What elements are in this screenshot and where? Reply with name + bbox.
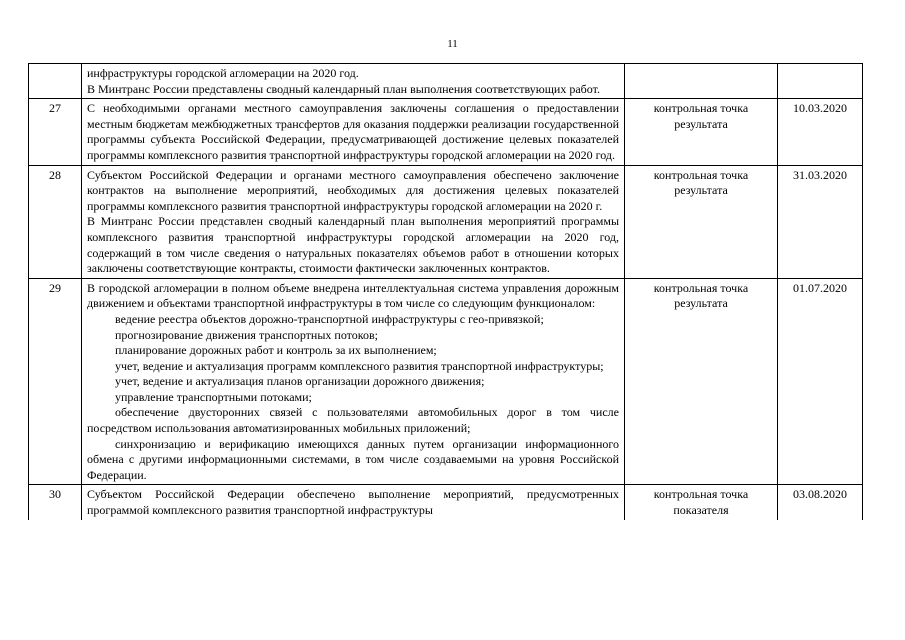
table-row xyxy=(29,64,863,99)
description-paragraph: синхронизацию и верификацию имеющихся данных путем организации информационного обмена с другими информационными системами, в том числе создаваемыми на уровня Российской Федерации. xyxy=(87,436,619,482)
description-paragraph: прогнозирование движения транспортных потоков; xyxy=(115,327,378,342)
table-row xyxy=(29,485,863,520)
control-points-table xyxy=(28,63,863,520)
description-paragraph: Субъектом Российской Федерации и органами местного самоуправления обеспечено заключение контрактов на выполнение мероприятий, необходимых для достижения целевых показателей программы комплексного развития транспортной инфраструктуры городской агломерации на 2020 г. xyxy=(87,167,619,213)
description-paragraph: управление транспортными потоками; xyxy=(115,389,312,404)
row-description xyxy=(82,165,625,278)
row-number: 27 xyxy=(29,99,82,165)
description-paragraph: обеспечение двусторонних связей с пользователями автомобильных дорог в том числе посредством использования автоматизированных мобильных приложений; xyxy=(87,405,619,436)
description-paragraph: ведение реестра объектов дорожно-транспортной инфраструктуры с гео-привязкой; xyxy=(115,311,544,326)
control-point-date: 01.07.2020 xyxy=(778,278,863,485)
row-description xyxy=(82,64,625,99)
description-paragraph: планирование дорожных работ и контроль за их выполнением; xyxy=(115,343,437,358)
description-paragraph: инфраструктуры городской агломерации на 2020 год. xyxy=(87,66,359,80)
description-paragraph: С необходимыми органами местного самоуправления заключены соглашения о предоставлении местным бюджетам межбюджетных трансфертов для оказания поддержки реализации государственной программы субъекта Российской Федерации, предусматривающей достижение целевых показателей программы комплексного развития транспортной инфраструктуры городской агломерации на 2020 год. xyxy=(87,101,619,162)
table-body xyxy=(29,64,863,520)
row-number xyxy=(29,64,82,99)
control-point-type: контрольная точка результата xyxy=(625,99,778,165)
description-paragraph: учет, ведение и актуализация программ комплексного развития транспортной инфраструктуры; xyxy=(115,358,604,373)
control-point-date: 03.08.2020 xyxy=(778,485,863,520)
row-description xyxy=(82,485,625,520)
row-number: 30 xyxy=(29,485,82,520)
description-paragraph: Субъектом Российской Федерации обеспечено выполнение мероприятий, предусмотренных программой комплексного развития транспортной инфраструктуры xyxy=(87,487,619,518)
table-row xyxy=(29,278,863,485)
table-row xyxy=(29,99,863,165)
control-point-type: контрольная точка результата xyxy=(625,278,778,485)
row-number: 28 xyxy=(29,165,82,278)
control-point-date: 10.03.2020 xyxy=(778,99,863,165)
control-point-type: контрольная точка результата xyxy=(625,165,778,278)
description-paragraph: В Минтранс России представлены сводный календарный план выполнения соответствующих работ. xyxy=(87,81,600,96)
control-point-date xyxy=(778,64,863,99)
control-point-date: 31.03.2020 xyxy=(778,165,863,278)
row-description xyxy=(82,99,625,165)
description-paragraph: В городской агломерации в полном объеме внедрена интеллектуальная система управления дорожным движением и объектами транспортной инфраструктуры в том числе со следующим функционалом: xyxy=(87,280,619,311)
row-number: 29 xyxy=(29,278,82,485)
row-description xyxy=(82,278,625,485)
page-number: 11 xyxy=(447,38,458,50)
description-paragraph: учет, ведение и актуализация планов организации дорожного движения; xyxy=(115,374,485,389)
control-point-type: контрольная точка показателя xyxy=(625,485,778,520)
table-row xyxy=(29,165,863,278)
description-paragraph: В Минтранс России представлен сводный календарный план выполнения мероприятий программы комплексного развития транспортной инфраструктуры городской агломерации на 2020 год, содержащий в том числе сведения о натуральных показателях объемов работ в отношении которых заключены соответствующие контракты, стоимости фактически заключенных контрактов. xyxy=(87,214,619,276)
control-point-type xyxy=(625,64,778,99)
